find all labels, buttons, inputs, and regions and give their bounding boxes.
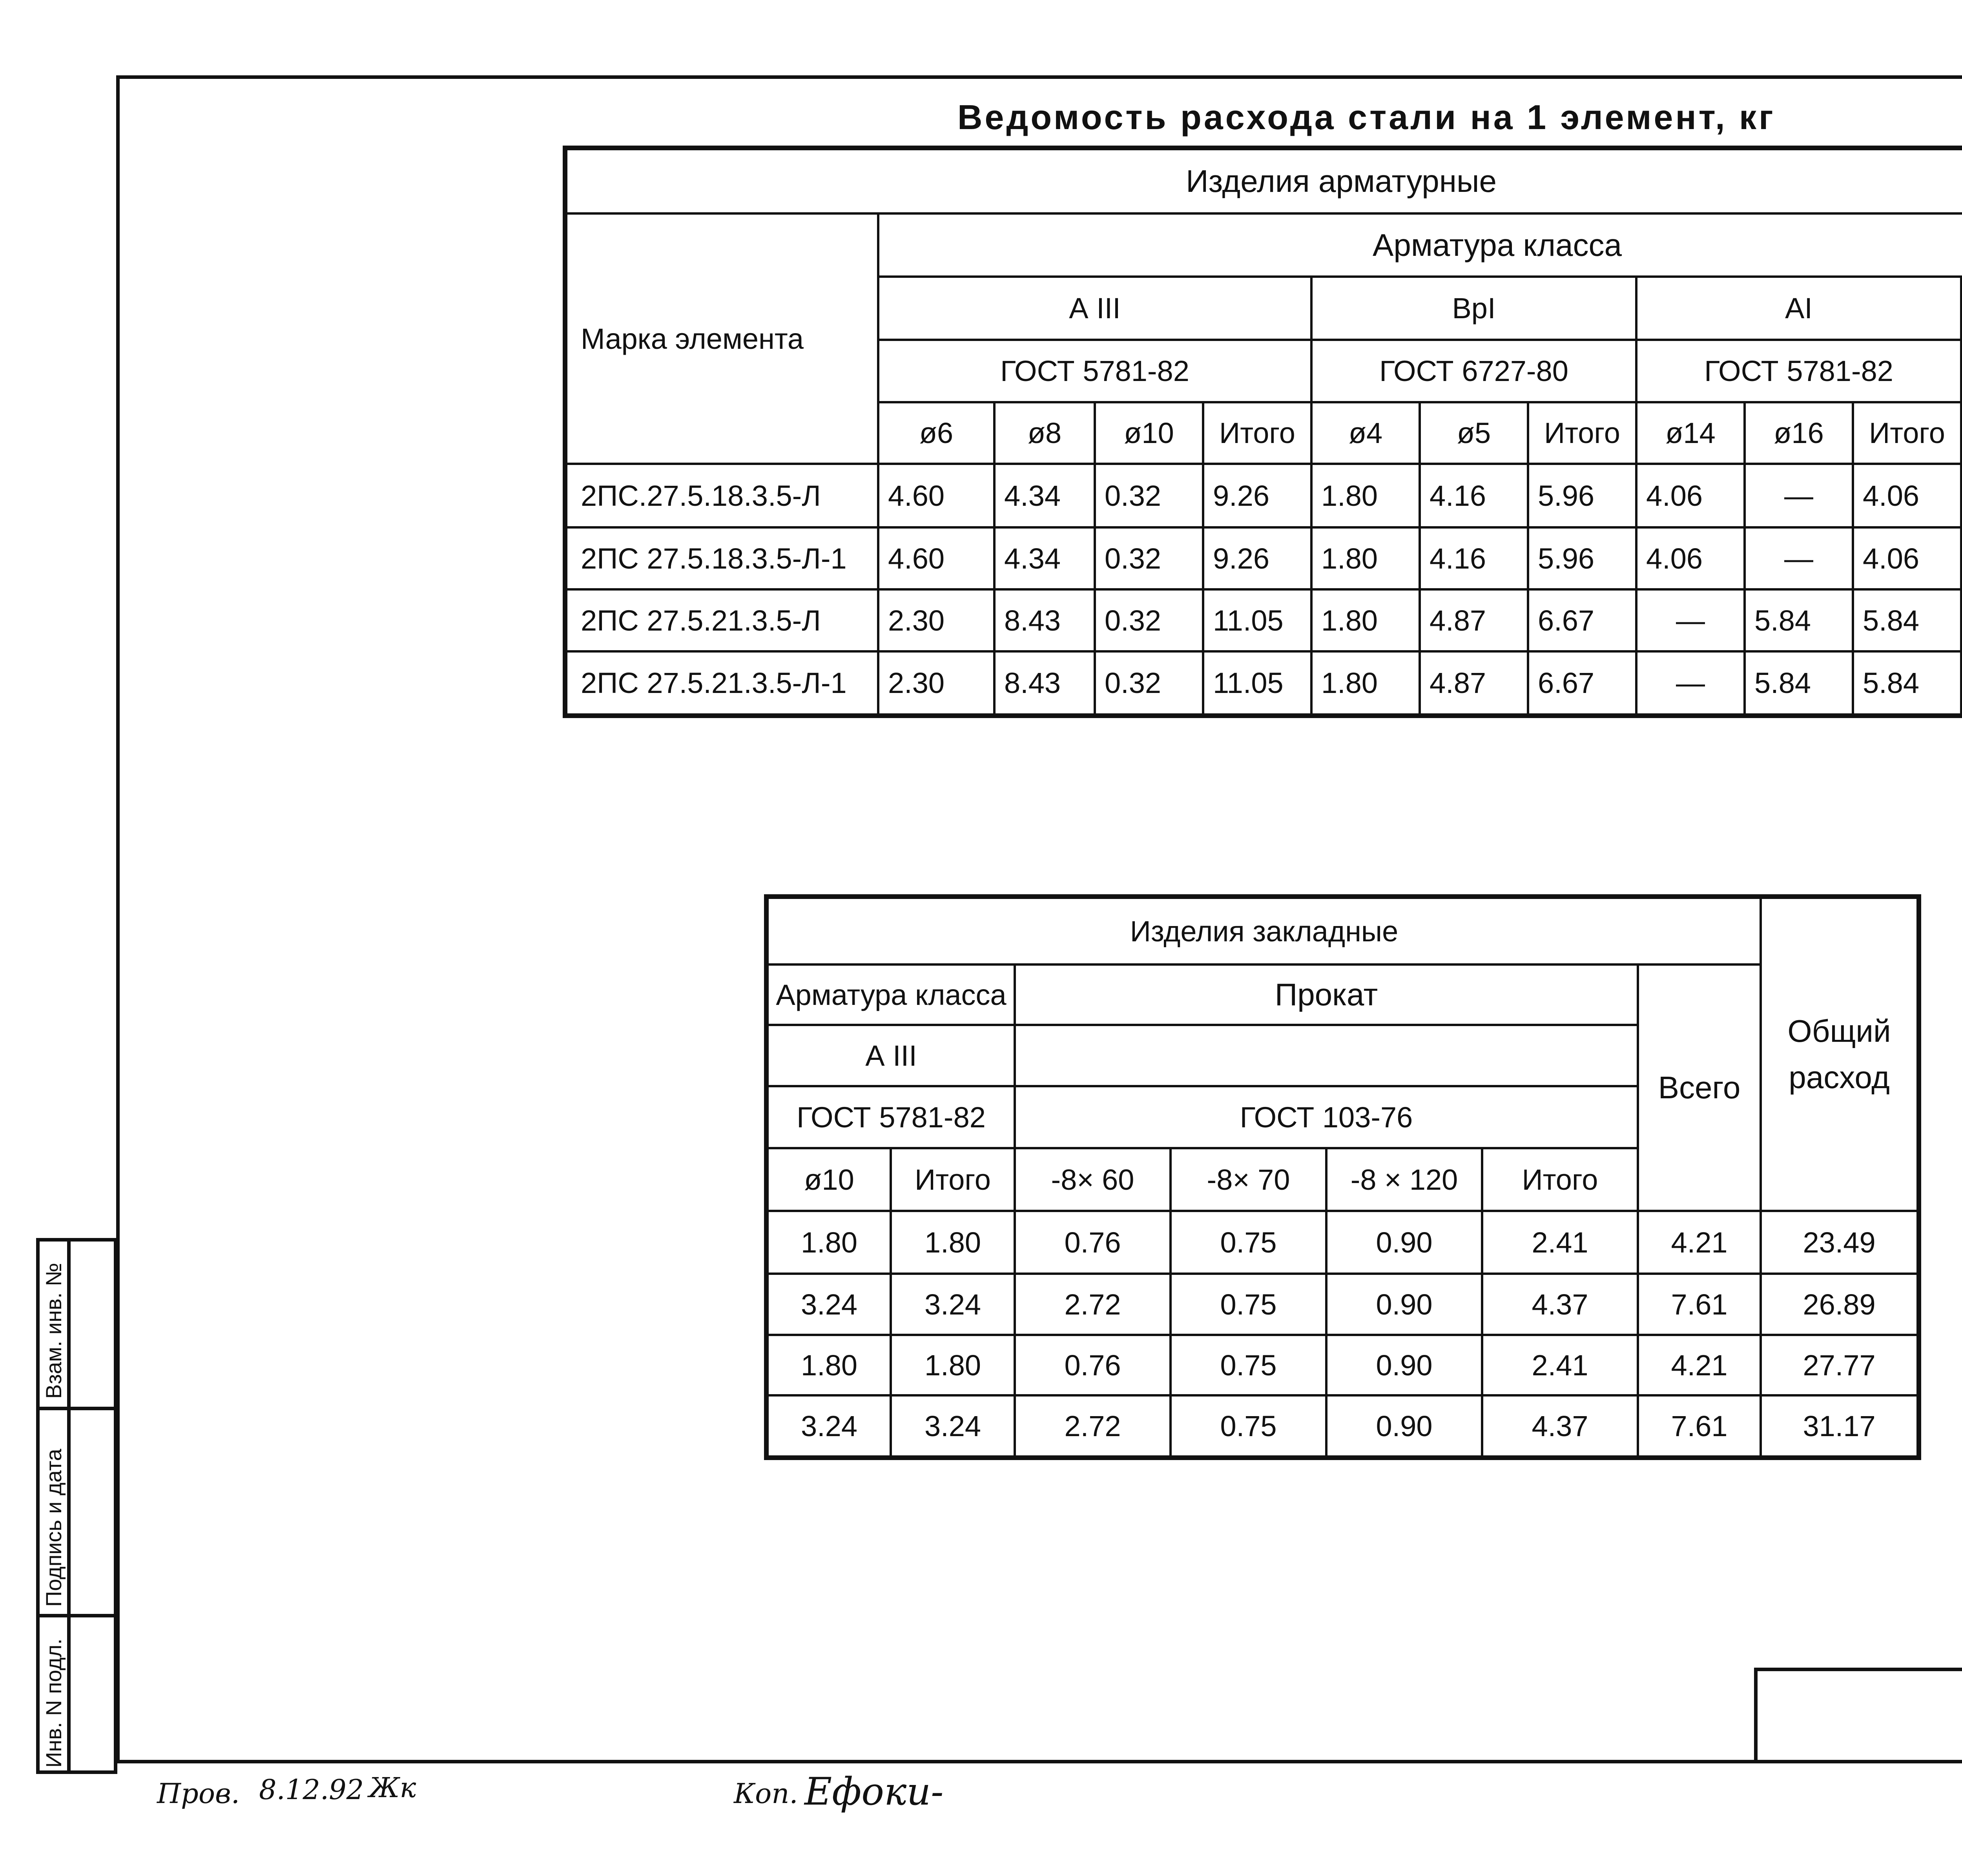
table-row (768, 1211, 1918, 1274)
table-cell: — (1636, 589, 1745, 651)
page-title: Ведомость расхода стали на 1 элемент, кг (957, 98, 1776, 137)
table-cell: 4.06 (1636, 527, 1745, 589)
table-cell: 0.75 (1171, 1211, 1326, 1274)
table-cell: 3.24 (891, 1395, 1015, 1457)
element-mark: 2ПС 27.5.21.3.5-Л (566, 589, 878, 651)
overall-consumption-header: Общий расход (1761, 898, 1918, 1211)
row-total: 7.61 (1638, 1395, 1761, 1457)
table-cell: 4.16 (1420, 464, 1528, 527)
diameter-header: ø10 (1095, 402, 1203, 464)
reinforcement-group-header: Изделия арматурные (566, 149, 1962, 213)
gost-right-header: ГОСТ 103-76 (1015, 1086, 1638, 1148)
table-row (768, 1335, 1918, 1395)
table-cell: 1.80 (891, 1335, 1015, 1395)
table-cell: 1.80 (891, 1211, 1015, 1274)
table-cell: 3.24 (891, 1274, 1015, 1335)
table-cell: 4.16 (1420, 527, 1528, 589)
table-cell: 4.37 (1482, 1395, 1638, 1457)
table-cell: 4.06 (1853, 464, 1961, 527)
copy-label: Коп. (734, 1778, 798, 1810)
diameter-header: ø4 (1311, 402, 1420, 464)
row-total: 7.61 (1638, 1274, 1761, 1335)
rolled-metal-header: Прокат (1015, 964, 1638, 1025)
diameter-header: ø6 (878, 402, 994, 464)
table-cell: 0.90 (1326, 1335, 1482, 1395)
table-cell: 11.05 (1203, 651, 1311, 715)
table-row (566, 464, 1962, 527)
table-cell: 9.26 (1203, 527, 1311, 589)
table-cell: 9.26 (1203, 464, 1311, 527)
original-inventory-label: Инв. N подл. (41, 1638, 66, 1768)
class-a3-header: А III (768, 1025, 1015, 1086)
table-cell: 4.34 (994, 464, 1095, 527)
table-cell: — (1745, 527, 1853, 589)
table-cell: 5.84 (1853, 651, 1961, 715)
column-header: Итого (891, 1148, 1015, 1211)
reinforcement-table (565, 148, 1962, 716)
table-cell: 1.80 (768, 1211, 891, 1274)
table-cell: 8.43 (994, 589, 1095, 651)
diameter-header: ø8 (994, 402, 1095, 464)
table-cell: 6.67 (1528, 589, 1636, 651)
row-total: 4.21 (1638, 1211, 1761, 1274)
empty-cell (1015, 1025, 1638, 1086)
table-cell: 4.06 (1636, 464, 1745, 527)
table-cell: 5.96 (1528, 464, 1636, 527)
copy-signature: Ефоки- (804, 1770, 944, 1814)
class-vr1-header: ВрI (1311, 277, 1636, 340)
total-header: Всего (1638, 964, 1761, 1211)
element-mark: 2ПС 27.5.18.3.5-Л-1 (566, 527, 878, 589)
table-cell: 1.80 (1311, 527, 1420, 589)
row-total: 4.21 (1638, 1335, 1761, 1395)
table-cell: 2.30 (878, 589, 994, 651)
sidebar-divider (36, 1614, 117, 1617)
table-cell: 5.84 (1745, 651, 1853, 715)
element-mark: 2ПС 27.5.21.3.5-Л-1 (566, 651, 878, 715)
column-header: -8 × 120 (1326, 1148, 1482, 1211)
signature-date-label: Подпись и дата (41, 1449, 66, 1607)
reinforcement-class-header: Арматура класса (878, 213, 1962, 277)
table-cell: 3.24 (768, 1395, 891, 1457)
table-cell: 4.60 (878, 527, 994, 589)
row-overall: 27.77 (1761, 1335, 1918, 1395)
table-cell: 4.87 (1420, 589, 1528, 651)
column-header: Итого (1482, 1148, 1638, 1211)
subtotal-header: Итого (1853, 402, 1961, 464)
reinforcement-class-header: Арматура класса (768, 964, 1015, 1025)
table-cell: 1.80 (1311, 464, 1420, 527)
table-cell: 0.90 (1326, 1274, 1482, 1335)
diameter-header: ø14 (1636, 402, 1745, 464)
table-cell: 4.06 (1853, 527, 1961, 589)
table-cell: 6.67 (1528, 651, 1636, 715)
diameter-header: ø16 (1745, 402, 1853, 464)
gost-vr1-header: ГОСТ 6727-80 (1311, 340, 1636, 402)
table-cell: 0.90 (1326, 1211, 1482, 1274)
table-row (768, 1395, 1918, 1457)
column-header: ø10 (768, 1148, 891, 1211)
table-row (768, 1274, 1918, 1335)
class-a3-header: А III (878, 277, 1311, 340)
table-cell: 0.75 (1171, 1335, 1326, 1395)
table-cell: 1.80 (768, 1335, 891, 1395)
table-cell: 2.72 (1015, 1395, 1171, 1457)
table-cell: 5.96 (1528, 527, 1636, 589)
table-cell: 0.32 (1095, 651, 1203, 715)
table-cell: 0.75 (1171, 1274, 1326, 1335)
table-cell: 2.41 (1482, 1335, 1638, 1395)
table-cell: 5.84 (1745, 589, 1853, 651)
table-cell: 2.41 (1482, 1211, 1638, 1274)
table-cell: 5.84 (1853, 589, 1961, 651)
table-cell: 0.90 (1326, 1395, 1482, 1457)
class-a1-header: АI (1636, 277, 1961, 340)
gost-left-header: ГОСТ 5781-82 (768, 1086, 1015, 1148)
table-cell: 2.30 (878, 651, 994, 715)
table-cell: 4.37 (1482, 1274, 1638, 1335)
checked-signature: Жк (369, 1772, 416, 1804)
table-cell: 0.32 (1095, 464, 1203, 527)
gost-a1-header: ГОСТ 5781-82 (1636, 340, 1961, 402)
row-overall: 31.17 (1761, 1395, 1918, 1457)
table-cell: 0.76 (1015, 1335, 1171, 1395)
embedded-group-header: Изделия закладные (768, 898, 1761, 964)
row-overall: 23.49 (1761, 1211, 1918, 1274)
table-cell: 0.75 (1171, 1395, 1326, 1457)
embedded-table (766, 897, 1919, 1458)
diameter-header: ø5 (1420, 402, 1528, 464)
table-cell: 4.87 (1420, 651, 1528, 715)
subtotal-header: Итого (1528, 402, 1636, 464)
table-cell: 4.34 (994, 527, 1095, 589)
table-cell: — (1636, 651, 1745, 715)
table-cell: 0.32 (1095, 589, 1203, 651)
sidebar-divider (36, 1407, 117, 1410)
element-mark-header: Марка элемента (566, 213, 878, 464)
table-cell: 1.80 (1311, 651, 1420, 715)
table-row (566, 651, 1962, 715)
column-header: -8× 70 (1171, 1148, 1326, 1211)
row-overall: 26.89 (1761, 1274, 1918, 1335)
table-cell: 8.43 (994, 651, 1095, 715)
table-cell: 0.76 (1015, 1211, 1171, 1274)
table-cell: 2.72 (1015, 1274, 1171, 1335)
table-cell: — (1745, 464, 1853, 527)
table-row (566, 589, 1962, 651)
subtotal-header: Итого (1203, 402, 1311, 464)
checked-date: 8.12.92 (259, 1774, 364, 1806)
title-block (1754, 1668, 1962, 1763)
gost-a3-header: ГОСТ 5781-82 (878, 340, 1311, 402)
table-cell: 11.05 (1203, 589, 1311, 651)
table-cell: 4.60 (878, 464, 994, 527)
table-cell: 1.80 (1311, 589, 1420, 651)
column-header: -8× 60 (1015, 1148, 1171, 1211)
table-row (566, 527, 1962, 589)
table-cell: 3.24 (768, 1274, 891, 1335)
element-mark: 2ПС.27.5.18.3.5-Л (566, 464, 878, 527)
table-cell: 0.32 (1095, 527, 1203, 589)
replacement-inventory-label: Взам. инв. № (41, 1263, 66, 1399)
checked-label: Пров. (157, 1778, 240, 1810)
